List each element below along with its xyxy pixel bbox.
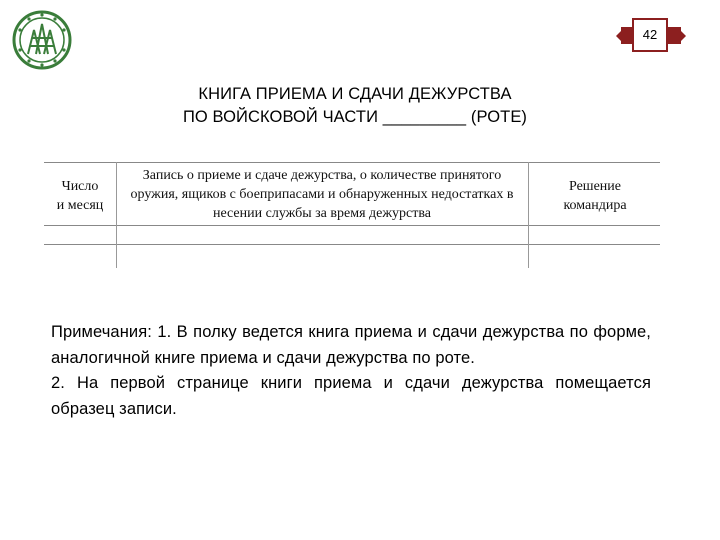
column-header-decision-line-2: командира <box>563 198 627 213</box>
ribbon-end-left <box>616 30 622 42</box>
column-header-record <box>120 166 524 223</box>
column-header-decision-line-1: Решение <box>568 179 621 194</box>
notes-section <box>51 320 651 422</box>
document-title <box>140 83 570 129</box>
tree-emblem-logo-icon <box>12 10 72 70</box>
column-header-record-line-2: оружия, ящиков с боеприпасами и обнаруженных недостатках в <box>130 187 514 202</box>
title-line-1: КНИГА ПРИЕМА И СДАЧИ ДЕЖУРСТВА <box>198 85 512 103</box>
column-header-date <box>44 177 116 215</box>
title-line-2: ПО ВОЙСКОВОЙ ЧАСТИ _________ (РОТЕ) <box>182 108 528 126</box>
page-number-badge <box>620 15 682 59</box>
ribbon-end-right <box>680 30 686 42</box>
duty-log-table <box>44 162 660 268</box>
page-number: 42 <box>632 18 668 52</box>
column-header-decision <box>530 177 660 215</box>
column-header-date-line-1: Число <box>61 179 99 194</box>
column-header-date-line-2: и месяц <box>56 198 104 213</box>
table-header-divider <box>44 225 660 226</box>
table-column-divider-1 <box>116 162 117 268</box>
column-header-record-line-3: несении службы за время дежурства <box>212 206 431 221</box>
table-column-divider-2 <box>528 162 529 268</box>
column-header-record-line-1: Запись о приеме и сдаче дежурства, о количестве принятого <box>142 168 502 183</box>
table-row-divider <box>44 244 660 245</box>
note-2: 2. На первой странице книги приема и сдачи дежурства помещается образец записи. <box>51 374 651 418</box>
table-top-border <box>44 162 660 163</box>
note-1: Примечания: 1. В полку ведется книга приема и сдачи дежурства по форме, аналогичной книге приема и сдачи дежурства по роте. <box>51 323 651 367</box>
